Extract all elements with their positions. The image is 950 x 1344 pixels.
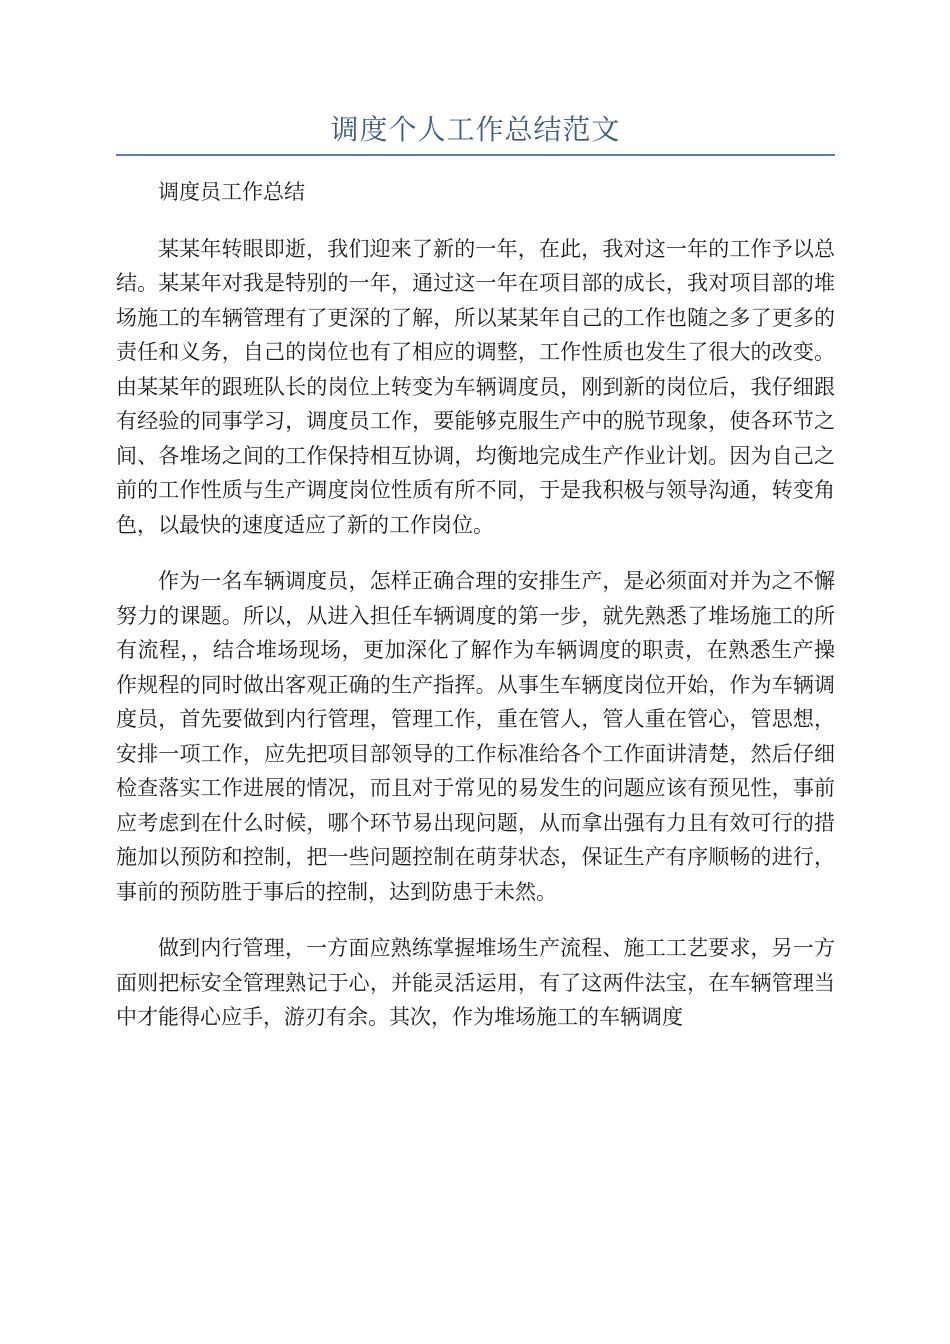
document-title: 调度个人工作总结范文	[330, 113, 621, 146]
title-underline	[116, 154, 835, 156]
paragraph-3: 做到内行管理，一方面应熟练掌握堆场生产流程、施工工艺要求，另一方面则把标安全管理熟记于心，并能灵活运用，有了这两件法宝，在车辆管理当中才能得心应手，游刃有余。其次，作为堆场施工的车辆调度	[116, 936, 835, 1029]
section-subtitle: 调度员工作总结	[158, 180, 305, 204]
paragraph-1: 某某年转眼即逝，我们迎来了新的一年，在此，我对这一年的工作予以总结。某某年对我是特别的一年，通过这一年在项目部的成长，我对项目部的堆场施工的车辆管理有了更深的了解，所以某某年自己的工作也随之多了更多的责任和义务，自己的岗位也有了相应的调整，工作性质也发生了很大的改变。由某某年的跟班队长的岗位上转变为车辆调度员，刚到新的岗位后，我仔细跟有经验的同事学习，调度员工作，要能够克服生产中的脱节现象，使各环节之间、各堆场之间的工作保持相互协调，均衡地完成生产作业计划。因为自己之前的工作性质与生产调度岗位性质有所不同，于是我积极与领导沟通，转变角色，以最快的速度适应了新的工作岗位。	[116, 236, 835, 537]
document-body	[116, 175, 835, 1035]
paragraph-2: 作为一名车辆调度员，怎样正确合理的安排生产，是必须面对并为之不懈努力的课题。所以，从进入担任车辆调度的第一步，就先熟悉了堆场施工的所有流程，，结合堆场现场，更加深化了解作为车辆调度的职责，在熟悉生产操作规程的同时做出客观正确的生产指挥。从事生车辆度岗位开始，作为车辆调度员，首先要做到内行管理，管理工作，重在管人，管人重在管心，管思想，安排一项工作，应先把项目部领导的工作标准给各个工作面讲清楚，然后仔细检查落实工作进展的情况，而且对于常见的易发生的问题应该有预见性，事前应考虑到在什么时候，哪个环节易出现问题，从而拿出强有力且有效可行的措施加以预防和控制，把一些问题控制在萌芽状态，保证生产有序顺畅的进行，事前的预防胜于事后的控制，达到防患于未然。	[116, 569, 835, 904]
